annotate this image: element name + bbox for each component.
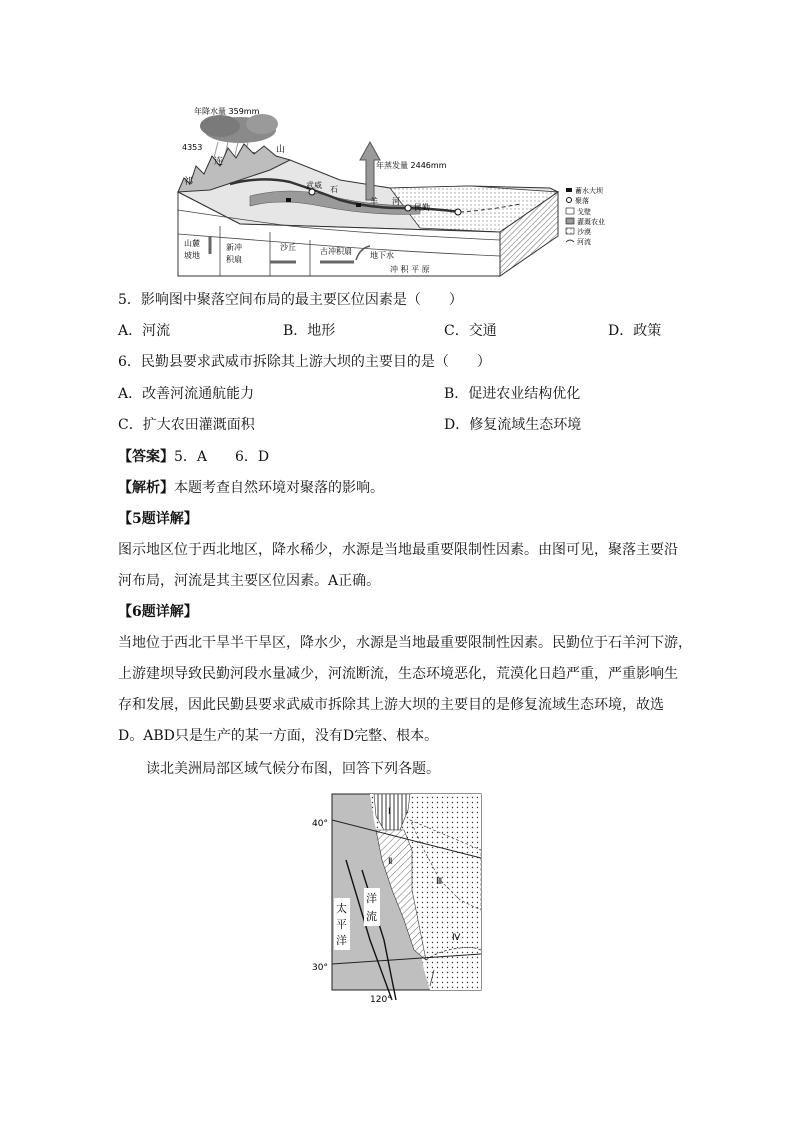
detail-5-title: 【5题详解】 <box>118 511 198 527</box>
elevation-label: 4353 <box>182 143 203 152</box>
q6-option-c: C．扩大农田灌溉面积 <box>118 417 255 433</box>
figure1-legend <box>566 186 605 246</box>
zone-label: 积扇 <box>226 255 242 264</box>
detail-5-line: 河布局，河流是其主要区位因素。A正确。 <box>118 573 381 589</box>
detail-6-line: 上游建坝导致民勤河段水量减少，河流断流，生态环境恶化，荒漠化日趋严重，严重影响生 <box>118 666 678 682</box>
mountain-char: 连 <box>214 157 224 167</box>
detail-6-line: 当地位于西北干旱半干旱区，降水少，水源是当地最重要限制性因素。民勤位于石羊河下游， <box>118 635 692 651</box>
analysis-text: 本题考查自然环境对聚落的影响。 <box>174 480 384 496</box>
detail-6-title: 【6题详解】 <box>118 604 198 620</box>
region-label: Ⅱ <box>388 857 393 867</box>
region-label: Ⅳ <box>452 933 461 943</box>
river-char: 石 <box>330 185 338 194</box>
q5-option-c: C．交通 <box>444 323 497 339</box>
minqin-label: 民勤 <box>414 203 430 212</box>
svg-text:灌溉农业: 灌溉农业 <box>577 218 605 226</box>
dam-marker <box>286 198 291 202</box>
detail-5-line: 图示地区位于西北地区，降水稀少，水源是当地最重要限制性因素。由图可见，聚落主要沿 <box>118 542 678 558</box>
current-char: 洋 <box>366 892 377 905</box>
longitude-120-label: 120° <box>370 995 392 1005</box>
analysis-label: 【解析】 <box>118 480 174 496</box>
svg-text:戈壁: 戈壁 <box>577 208 591 216</box>
mountain-char: 山 <box>276 145 286 155</box>
climate-map-figure <box>300 790 500 1005</box>
settlement-marker <box>405 205 411 211</box>
analysis-line <box>118 478 384 498</box>
svg-text:沙漠: 沙漠 <box>577 228 591 236</box>
zone-label: 沙丘 <box>280 243 296 252</box>
q6-option-a: A．改善河流通航能力 <box>118 386 255 402</box>
q6-option-b: B．促进农业结构优化 <box>444 386 581 402</box>
ocean-char: 平 <box>336 918 347 931</box>
region-label: Ⅰ <box>388 807 391 817</box>
zone-label: 新冲 <box>226 243 242 252</box>
answer-text: 5．A 6．D <box>174 449 270 465</box>
zone-label: 地下水 <box>370 251 394 260</box>
ocean-char: 太 <box>336 902 347 915</box>
river-char: 羊 <box>370 197 378 206</box>
question-6-stem: 6．民勤县要求武威市拆除其上游大坝的主要目的是（ ） <box>118 354 491 370</box>
latitude-40-label: 40° <box>312 819 328 829</box>
svg-text:河流: 河流 <box>577 238 591 246</box>
detail-6-line: D。ABD只是生产的某一方面，没有D完整、根本。 <box>118 728 439 744</box>
precipitation-label: 年降水量 359mm <box>194 107 260 116</box>
q5-option-d: D．政策 <box>608 323 662 339</box>
zone-label: 坡地 <box>184 251 200 260</box>
detail-6-line: 存和发展，因此民勤县要求武威市拆除其上游大坝的主要目的是修复流域生态环境，故选 <box>118 697 664 713</box>
zone-label: 古冲积扇 <box>320 247 352 256</box>
latitude-30-label: 30° <box>312 963 328 973</box>
river-char: 河 <box>392 197 400 206</box>
settlement-marker <box>455 209 461 215</box>
dam-marker <box>356 203 361 207</box>
q5-option-a: A．河流 <box>118 323 171 339</box>
q5-option-b: B．地形 <box>283 323 336 339</box>
next-question-intro: 读北美洲局部区域气候分布图，回答下列各题。 <box>146 761 440 777</box>
question-5-stem: 5．影响图中聚落空间布局的最主要区位因素是（ ） <box>118 292 463 308</box>
region-label: Ⅲ <box>436 877 443 887</box>
wuwei-label: 武威 <box>306 181 322 190</box>
zone-label: 山麓 <box>184 239 200 248</box>
q6-option-d: D．修复流域生态环境 <box>444 417 582 433</box>
answer-label: 【答案】 <box>118 449 174 465</box>
zone-label: 冲 积 平 原 <box>390 265 430 274</box>
block-diagram-figure <box>170 100 630 280</box>
svg-text:聚落: 聚落 <box>575 197 589 205</box>
mountain-char: 祁 <box>184 177 194 187</box>
current-char: 流 <box>366 910 377 923</box>
svg-text:蓄水大坝: 蓄水大坝 <box>575 187 603 195</box>
answer-line <box>118 447 269 467</box>
evaporation-label: 年蒸发量 2446mm <box>376 161 447 170</box>
ocean-char: 洋 <box>336 934 347 947</box>
